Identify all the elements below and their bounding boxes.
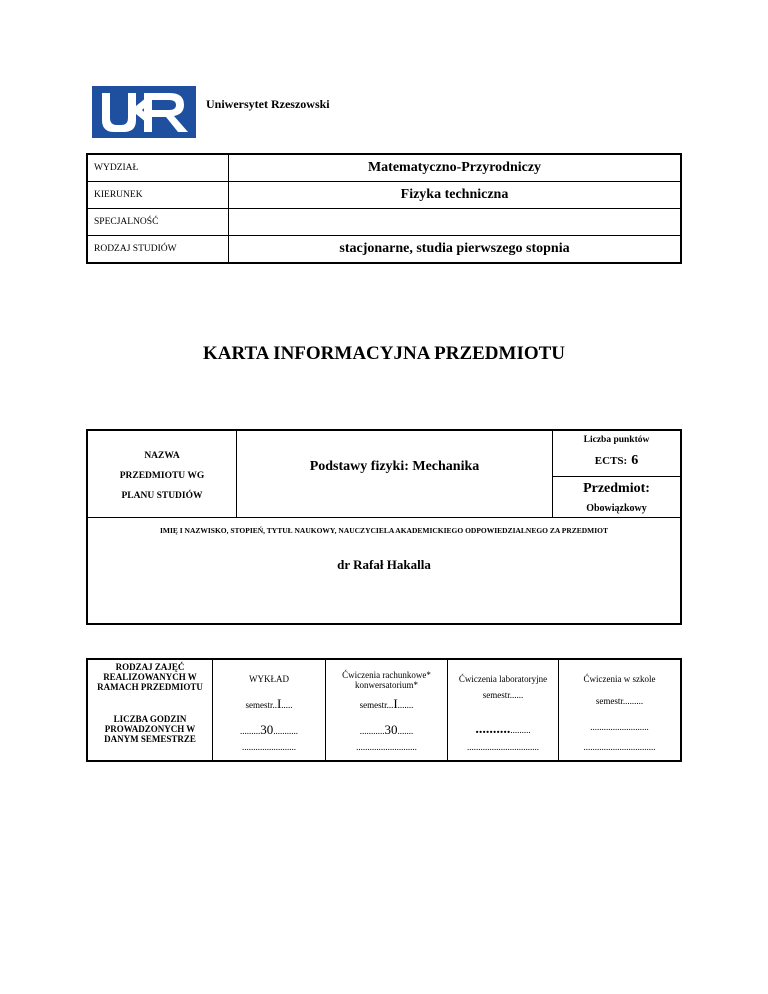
faculty-info-table: [86, 153, 682, 264]
value-field: Fizyka techniczna: [229, 182, 682, 209]
column-lab-extra: ................................: [467, 742, 539, 752]
value-faculty: Matematyczno-Przyrodniczy: [229, 154, 682, 182]
column-lecture-extra: ........................: [242, 742, 296, 752]
table-row: [87, 154, 681, 182]
column-lab-semester: semestr......: [482, 690, 524, 700]
label-faculty: WYDZIAŁ: [87, 154, 229, 182]
value-study-type: stacjonarne, studia pierwszego stopnia: [229, 236, 682, 264]
page-title: KARTA INFORMACYJNA PRZEDMIOTU: [202, 343, 566, 364]
divider: [88, 517, 680, 518]
label-specialty: SPECJALNOŚĆ: [87, 209, 229, 236]
column-lab-header: Ćwiczenia laboratoryjne: [458, 674, 548, 684]
teacher-name: dr Rafał Hakalla: [337, 557, 431, 572]
column-lecture-header: WYKŁAD: [249, 674, 289, 684]
column-school-semester: semestr.........: [595, 696, 644, 706]
university-logo: [92, 86, 196, 138]
column-school-hours: ..........................: [590, 722, 649, 732]
activity-type-label: RODZAJ ZAJĘĆ REALIZOWANYCH W RAMACH PRZEDMIOTU: [97, 662, 203, 692]
value-specialty: [229, 209, 682, 236]
column-lecture-hours: .........30...........: [240, 722, 298, 737]
label-study-type: RODZAJ STUDIÓW: [87, 236, 229, 264]
column-lab-hours: ...................: [475, 722, 531, 737]
table-row: [87, 209, 681, 236]
subject-box: [86, 429, 682, 625]
hours-table: [86, 658, 682, 762]
subject-name: Podstawy fizyki: Mechanika: [309, 459, 480, 474]
university-name: Uniwersytet Rzeszowski: [206, 97, 330, 111]
column-exercises-header: Ćwiczenia rachunkowe* konwersatorium*: [342, 670, 431, 690]
column-exercises-hours: ...........30.......: [359, 722, 414, 737]
type-value: Obowiązkowy: [586, 503, 647, 514]
hours-count-label: LICZBA GODZIN PROWADZONYCH W DANYM SEMESTRZE: [104, 714, 196, 744]
divider: [552, 476, 680, 477]
ects-value: ECTS: 6: [594, 453, 639, 468]
column-school-extra: ................................: [583, 742, 656, 752]
points-label: Liczba punktów: [583, 435, 650, 445]
teacher-label: IMIĘ I NAZWISKO, STOPIEŃ, TYTUŁ NAUKOWY, NAUCZYCIELA AKADEMICKIEGO ODPOWIEDZIALNEGO ZA PRZEDMIOT: [159, 526, 609, 535]
column-exercises-extra: ...........................: [356, 742, 417, 752]
subject-name-label: NAZWA PRZEDMIOTU WG PLANU STUDIÓW: [119, 451, 205, 501]
column-school-header: Ćwiczenia w szkole: [583, 674, 656, 684]
label-field: KIERUNEK: [87, 182, 229, 209]
table-row: [87, 236, 681, 264]
table-row: [87, 182, 681, 209]
column-lecture-semester: semestr..I.....: [245, 696, 293, 711]
column-exercises-semester: semestr...I.......: [359, 696, 414, 711]
type-label: Przedmiot:: [583, 481, 650, 496]
